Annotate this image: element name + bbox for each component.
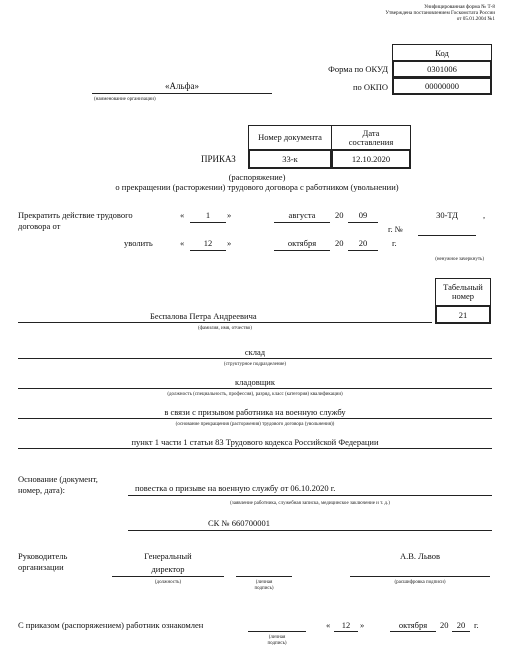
employee-name-line — [18, 322, 432, 323]
acquainted-day: 12 — [341, 620, 351, 630]
acquainted-day-line — [334, 631, 358, 632]
dismiss-year-line — [348, 250, 378, 251]
basis-label-2: номер, дата): — [18, 485, 65, 495]
basis-value-1: повестка о призыве на военную службу от 06.10.2020 г. — [135, 483, 336, 493]
organization-caption: (наименование организации) — [94, 97, 156, 102]
contract-quote-close: » — [227, 210, 232, 220]
acquainted-quote-open: « — [326, 620, 331, 630]
order-subtitle2: о прекращении (расторжении) трудового договора с работником (увольнении) — [115, 182, 399, 192]
doc-date: 12.10.2020 — [351, 154, 391, 164]
dismiss-year-prefix: 20 — [335, 238, 344, 248]
head-position-line — [112, 576, 224, 577]
form-header — [385, 4, 495, 22]
tab-number-header: Табельный номер — [443, 282, 483, 301]
order-subtitle1: (распоряжение) — [228, 172, 286, 182]
basis-value-2-line — [128, 530, 492, 531]
okud-label: Форма по ОКУД — [328, 64, 388, 74]
dismiss-day-line — [190, 250, 226, 251]
contract-number-line — [418, 235, 476, 236]
department: склад — [244, 347, 266, 357]
dismiss-caption: (ненужное зачеркнуть) — [435, 257, 484, 262]
doc-number: 33-к — [282, 154, 298, 164]
contract-label: Прекратить действие трудового договора от — [18, 210, 133, 231]
contract-year: 09 — [358, 210, 368, 220]
head-name-line — [350, 576, 490, 577]
acquainted-year: 20 — [456, 620, 466, 630]
head-signature-caption-2: подпись) — [254, 586, 274, 591]
contract-quote-open: « — [180, 210, 185, 220]
okpo-label: по ОКПО — [352, 82, 388, 92]
law-article-line — [18, 448, 492, 449]
code-header-cell — [392, 44, 492, 61]
okpo-value: 00000000 — [425, 81, 459, 91]
contract-comma: , — [483, 210, 486, 220]
head-position-2: директор — [151, 564, 185, 574]
organization-line — [92, 93, 272, 94]
tab-number-header-cell — [435, 278, 491, 306]
basis-caption: (заявление работника, служебная записка, медицинское заключение и т. д.) — [230, 501, 390, 506]
form-header-line2: Утверждена постановлением Госкомстата России — [385, 10, 495, 16]
dismissal-reason-line — [18, 418, 492, 419]
organization-name: «Альфа» — [165, 81, 199, 91]
okud-value: 0301006 — [427, 64, 457, 74]
acquainted-quote-close: » — [360, 620, 365, 630]
doc-date-header-cell — [331, 125, 411, 150]
doc-number-header-cell — [248, 125, 332, 150]
acquainted-month-line — [390, 631, 436, 632]
doc-date-cell — [331, 149, 411, 169]
contract-day-line — [190, 222, 226, 223]
doc-number-cell — [248, 149, 332, 169]
dismiss-month: октября — [287, 238, 317, 248]
head-position-1: Генеральный — [144, 551, 192, 561]
acquainted-year-prefix: 20 — [440, 620, 449, 630]
tab-number-cell — [435, 305, 491, 324]
law-article: пункт 1 части 1 статьи 83 Трудового кодекса Российской Федерации — [131, 437, 379, 447]
head-signature-caption-1: (личная — [255, 580, 273, 585]
basis-value-1-line — [128, 495, 492, 496]
position-line — [18, 388, 492, 389]
okud-value-cell — [392, 60, 492, 78]
contract-day: 1 — [205, 210, 211, 220]
dismiss-day: 12 — [203, 238, 213, 248]
contract-month: августа — [288, 210, 316, 220]
employee-name-caption: (фамилия, имя, отчество) — [198, 326, 252, 331]
head-name: А.В. Львов — [399, 551, 441, 561]
acquainted-signature-line — [248, 631, 306, 632]
dismiss-quote-open: « — [180, 238, 185, 248]
acquainted-month: октября — [398, 620, 428, 630]
basis-label-1: Основание (документ, — [18, 474, 98, 484]
employee-name: Беспалова Петра Андреевича — [150, 311, 257, 321]
head-label-2: организации — [18, 562, 64, 572]
doc-number-header: Номер документа — [258, 132, 322, 142]
dismiss-label: уволить — [124, 238, 153, 248]
dismiss-quote-close: » — [227, 238, 232, 248]
acquainted-signature-caption-2: подпись) — [267, 641, 287, 646]
contract-month-line — [274, 222, 330, 223]
code-header: Код — [435, 47, 449, 58]
contract-number: 30-ТД — [436, 210, 458, 220]
contract-year-line — [348, 222, 378, 223]
form-header-line3: от 05.01.2004 №1 — [456, 16, 495, 22]
doc-date-header: Дата составления — [348, 127, 394, 147]
dismiss-month-line — [274, 250, 330, 251]
acquainted-signature-caption-1: (личная — [268, 635, 286, 640]
acquainted-year-suffix: г. — [474, 620, 479, 630]
head-position-caption: (должность) — [154, 580, 182, 585]
dismiss-year: 20 — [358, 238, 368, 248]
dismiss-year-suffix: г. — [392, 238, 397, 248]
department-caption: (структурное подразделение) — [223, 362, 287, 367]
department-line — [18, 358, 492, 359]
position-caption: (должность (специальность, профессия), разряд, класс (категория) квалификации) — [167, 392, 343, 397]
dismissal-reason: в связи с призывом работника на военную службу — [164, 407, 346, 417]
contract-year-prefix: 20 — [335, 210, 344, 220]
head-signature-line — [236, 576, 292, 577]
okpo-value-cell — [392, 77, 492, 95]
basis-value-2: СК № 660700001 — [208, 518, 270, 528]
acquainted-year-line — [452, 631, 470, 632]
contract-year-suffix: г. № — [388, 224, 403, 234]
position: кладовщик — [235, 377, 275, 387]
acquainted-label: С приказом (распоряжением) работник ознакомлен — [18, 620, 204, 630]
head-name-caption: (расшифровка подписи) — [394, 580, 446, 585]
form-header-line1: Унифицированная форма № Т-8 — [424, 4, 495, 10]
order-label: ПРИКАЗ — [201, 154, 236, 164]
dismissal-reason-caption: (основание прекращения (расторжения) трудового договора (увольнения)) — [175, 422, 335, 427]
tab-number: 21 — [458, 309, 468, 320]
head-label-1: Руководитель — [18, 551, 68, 561]
